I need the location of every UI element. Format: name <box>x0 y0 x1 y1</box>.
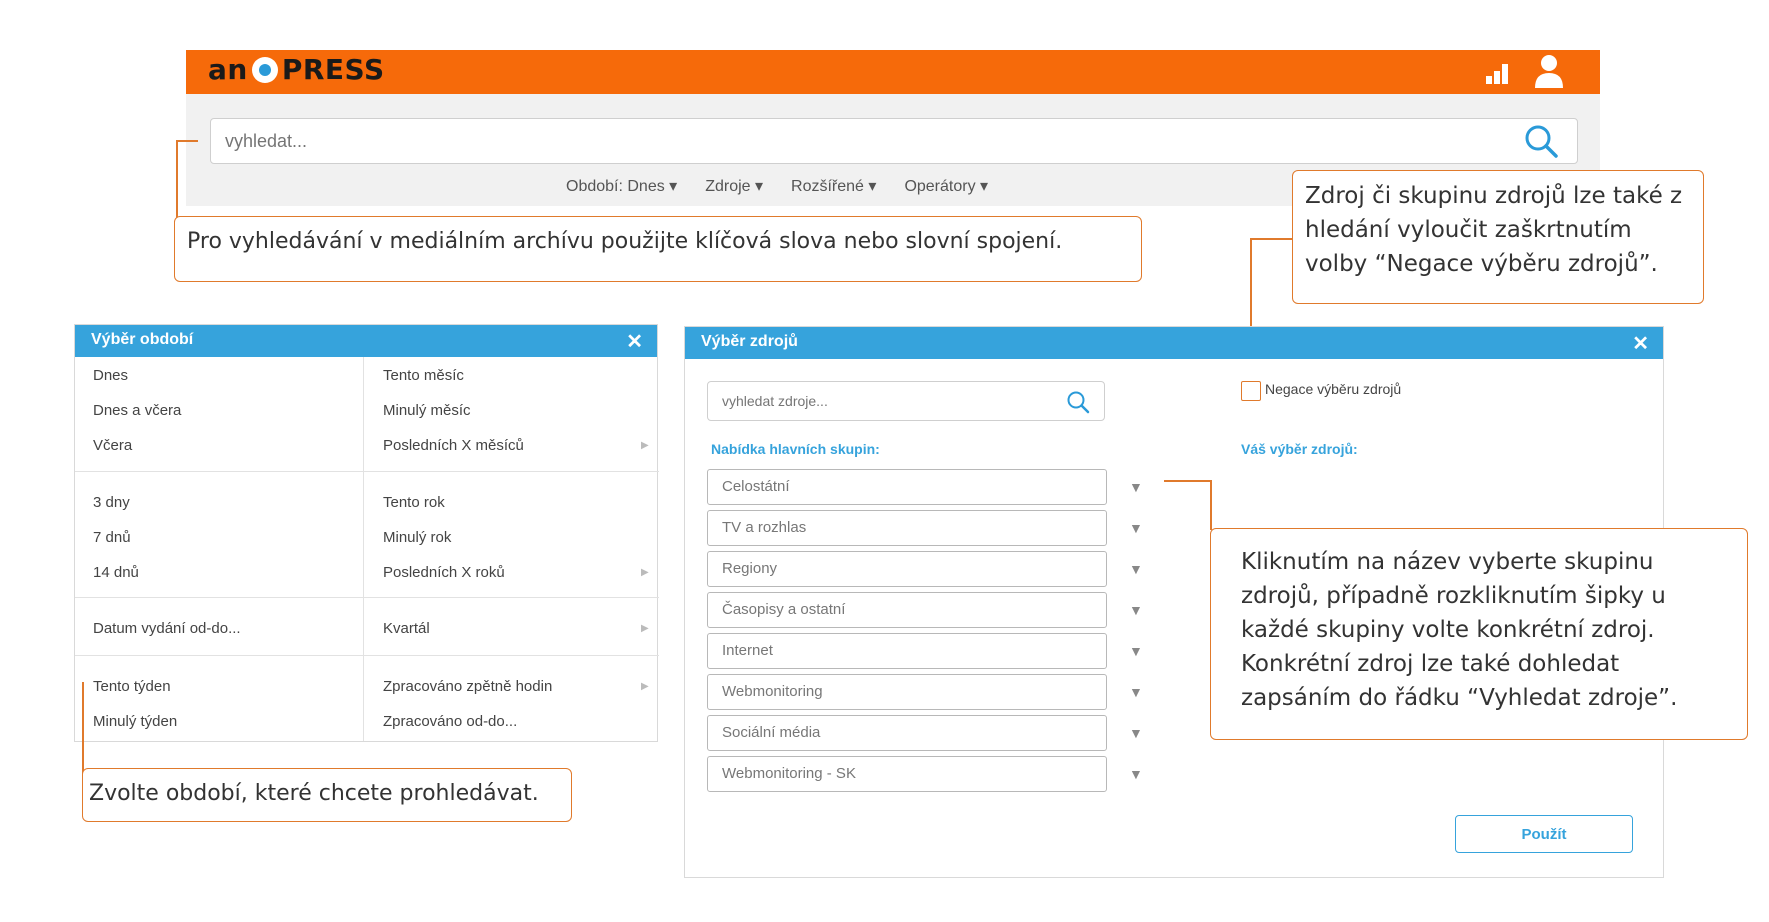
close-icon[interactable]: ✕ <box>1632 333 1649 355</box>
period-option-last-month[interactable]: Minulý měsíc <box>383 402 471 419</box>
bar-chart-icon[interactable] <box>1486 62 1512 84</box>
period-option-14-days[interactable]: 14 dnů <box>93 564 139 581</box>
period-option-this-month[interactable]: Tento měsíc <box>383 367 464 384</box>
period-option-7-days[interactable]: 7 dnů <box>93 529 131 546</box>
source-group-webmonitoring-sk[interactable]: Webmonitoring - SK <box>707 756 1107 792</box>
search-icon[interactable] <box>1524 124 1558 158</box>
chevron-right-icon: ▶ <box>641 623 649 634</box>
row-divider <box>75 655 659 656</box>
connector-line <box>1250 238 1292 240</box>
connector-line <box>176 140 198 142</box>
expand-arrow-icon[interactable]: ▼ <box>1129 602 1143 618</box>
search-input[interactable] <box>210 118 1578 164</box>
selection-heading: Váš výběr zdrojů: <box>1241 441 1358 457</box>
period-selection-panel <box>74 324 658 742</box>
source-group-internet[interactable]: Internet <box>707 633 1107 669</box>
expand-arrow-icon[interactable]: ▼ <box>1129 479 1143 495</box>
chevron-right-icon: ▶ <box>641 567 649 578</box>
expand-arrow-icon[interactable]: ▼ <box>1129 520 1143 536</box>
period-option-processed-hours[interactable]: Zpracováno zpětně hodin <box>383 678 553 695</box>
negation-checkbox[interactable] <box>1241 381 1261 401</box>
app-header <box>186 50 1600 94</box>
source-group-celostatni[interactable]: Celostátní <box>707 469 1107 505</box>
filter-advanced[interactable]: Rozšířené ▾ <box>791 178 877 195</box>
expand-arrow-icon[interactable]: ▼ <box>1129 684 1143 700</box>
chevron-right-icon: ▶ <box>641 440 649 451</box>
sources-panel-title: Výběr zdrojů <box>701 333 798 350</box>
period-option-today[interactable]: Dnes <box>93 367 129 384</box>
expand-arrow-icon[interactable]: ▼ <box>1129 561 1143 577</box>
sources-panel-header <box>685 327 1663 359</box>
sources-search-field <box>707 381 1105 421</box>
source-group-tv-rozhlas[interactable]: TV a rozhlas <box>707 510 1107 546</box>
negation-label: Negace výběru zdrojů <box>1265 381 1402 397</box>
filter-period[interactable]: Období: Dnes ▾ <box>566 178 678 195</box>
apply-button[interactable]: Použít <box>1455 815 1633 853</box>
period-option-3-days[interactable]: 3 dny <box>93 494 130 511</box>
expand-arrow-icon[interactable]: ▼ <box>1129 766 1143 782</box>
source-group-casopisy[interactable]: Časopisy a ostatní <box>707 592 1107 628</box>
period-option-processed-range[interactable]: Zpracováno od-do... <box>383 713 518 730</box>
user-icon[interactable] <box>1534 54 1564 88</box>
period-callout: Zvolte období, které chcete prohledávat. <box>82 768 572 822</box>
period-option-this-year[interactable]: Tento rok <box>383 494 445 511</box>
filter-operators[interactable]: Operátory ▾ <box>904 178 989 195</box>
filter-sources[interactable]: Zdroje ▾ <box>705 178 764 195</box>
chevron-right-icon: ▶ <box>641 681 649 692</box>
close-icon[interactable]: ✕ <box>626 331 643 353</box>
expand-arrow-icon[interactable]: ▼ <box>1129 725 1143 741</box>
column-divider <box>363 357 364 741</box>
period-option-last-week[interactable]: Minulý týden <box>93 713 178 730</box>
negation-callout: Zdroj či skupinu zdrojů lze také z hledání vyloučit zaškrtnutím volby “Negace výběru zdrojů”. <box>1292 170 1704 304</box>
source-group-regiony[interactable]: Regiony <box>707 551 1107 587</box>
connector-line <box>82 682 84 780</box>
period-option-last-x-years[interactable]: Posledních X roků <box>383 564 505 581</box>
row-divider <box>75 597 659 598</box>
groups-heading: Nabídka hlavních skupin: <box>711 441 880 457</box>
period-panel-title: Výběr období <box>91 331 194 348</box>
period-option-today-yesterday[interactable]: Dnes a včera <box>93 402 182 419</box>
source-group-socialni-media[interactable]: Sociální média <box>707 715 1107 751</box>
groups-callout: Kliknutím na název vyberte skupinu zdrojů, případně rozkliknutím šipky u každé skupiny volte konkrétní zdroj. Konkrétní zdroj lze také dohledat zapsáním do řádku “Vyhledat zdroje”. <box>1210 528 1748 740</box>
row-divider <box>75 471 659 472</box>
anopress-logo[interactable]: an PRESS <box>208 53 385 86</box>
connector-line <box>1164 480 1212 482</box>
search-filter-row <box>566 176 1166 200</box>
period-option-yesterday[interactable]: Včera <box>93 437 133 454</box>
search-icon[interactable] <box>1066 390 1090 414</box>
period-option-date-range[interactable]: Datum vydání od-do... <box>93 620 241 637</box>
period-option-last-x-months[interactable]: Posledních X měsíců <box>383 437 524 454</box>
period-option-quarter[interactable]: Kvartál <box>383 620 430 637</box>
search-callout: Pro vyhledávání v mediálním archívu použijte klíčová slova nebo slovní spojení. <box>174 216 1142 282</box>
sources-search-input[interactable] <box>708 382 1086 420</box>
period-panel-header <box>75 325 657 357</box>
source-group-webmonitoring[interactable]: Webmonitoring <box>707 674 1107 710</box>
connector-line <box>1210 480 1212 530</box>
logo-eye-icon <box>252 57 278 83</box>
period-option-this-week[interactable]: Tento týden <box>93 678 171 695</box>
expand-arrow-icon[interactable]: ▼ <box>1129 643 1143 659</box>
period-option-last-year[interactable]: Minulý rok <box>383 529 452 546</box>
